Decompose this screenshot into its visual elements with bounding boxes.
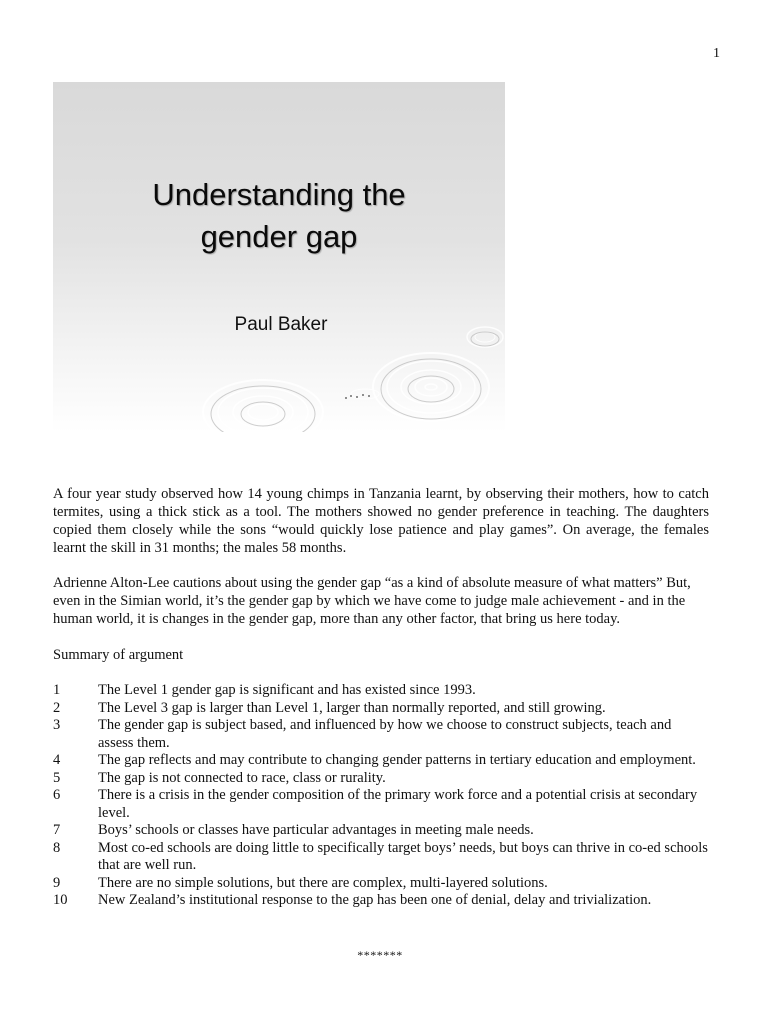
argument-number: 6 [53,787,61,803]
argument-number: 4 [53,752,61,768]
argument-number: 9 [53,874,61,891]
caution-paragraph: Adrienne Alton-Lee cautions about using the gender gap “as a kind of absolute measure of what matters” But, even in the Simian world, it’s the gender gap by which we have come to judge male achievement - and in the human world, it is changes in the gender gap, more than any other factor, that bring us here today. [53,575,691,627]
intro-paragraph: A four year study observed how 14 young chimps in Tanzania learnt, by observing their mothers, how to catch termites, using a thick stick as a tool. The mothers showed no gender preference in teaching. The daughters copied them closely while the sons “would quickly lose patience and play games”. On average, the females learnt the skill in 31 months; the males 58 months. [53,486,709,556]
slide-author: Paul Baker [234,314,328,335]
argument-item [53,875,709,893]
argument-text: The Level 1 gender gap is significant and has existed since 1993. [98,682,476,698]
argument-item [53,892,709,910]
argument-item [53,717,709,752]
argument-item [53,700,709,718]
title-slide-image [53,82,505,432]
argument-number: 1 [53,682,61,698]
argument-item [53,840,709,875]
argument-text: Most co-ed schools are doing little to specifically target boys’ needs, but boys can thrive in co-ed schools that are well run. [98,839,708,873]
argument-number: 2 [53,699,61,716]
slide-title-line-1: Understanding the [152,177,406,212]
argument-list [53,682,709,910]
argument-number: 5 [53,769,61,786]
argument-text: The Level 3 gap is larger than Level 1, larger than normally reported, and still growing. [98,699,606,716]
section-separator: ******* [357,948,403,962]
argument-text: There is a crisis in the gender composition of the primary work force and a potential crisis at secondary level. [98,787,698,821]
argument-item [53,682,709,700]
argument-item [53,770,709,788]
argument-number: 3 [53,717,61,733]
summary-heading: Summary of argument [53,647,184,663]
slide-title-line-2: gender gap [200,219,358,254]
argument-text: There are no simple solutions, but there are complex, multi-layered solutions. [98,874,548,891]
argument-text: The gender gap is subject based, and influenced by how we choose to construct subjects, teach and assess them. [98,717,672,751]
argument-text: Boys’ schools or classes have particular advantages in meeting male needs. [98,822,534,838]
argument-text: The gap reflects and may contribute to changing gender patterns in tertiary education and employment. [98,752,696,768]
argument-number: 10 [53,892,68,908]
argument-item [53,822,709,840]
argument-item [53,787,709,822]
argument-text: The gap is not connected to race, class or rurality. [98,769,386,786]
argument-number: 7 [53,822,61,838]
argument-item [53,752,709,770]
argument-text: New Zealand’s institutional response to the gap has been one of denial, delay and trivialization. [98,892,652,908]
page-number: 1 [713,46,720,61]
slide-title [53,174,505,258]
argument-number: 8 [53,839,61,856]
